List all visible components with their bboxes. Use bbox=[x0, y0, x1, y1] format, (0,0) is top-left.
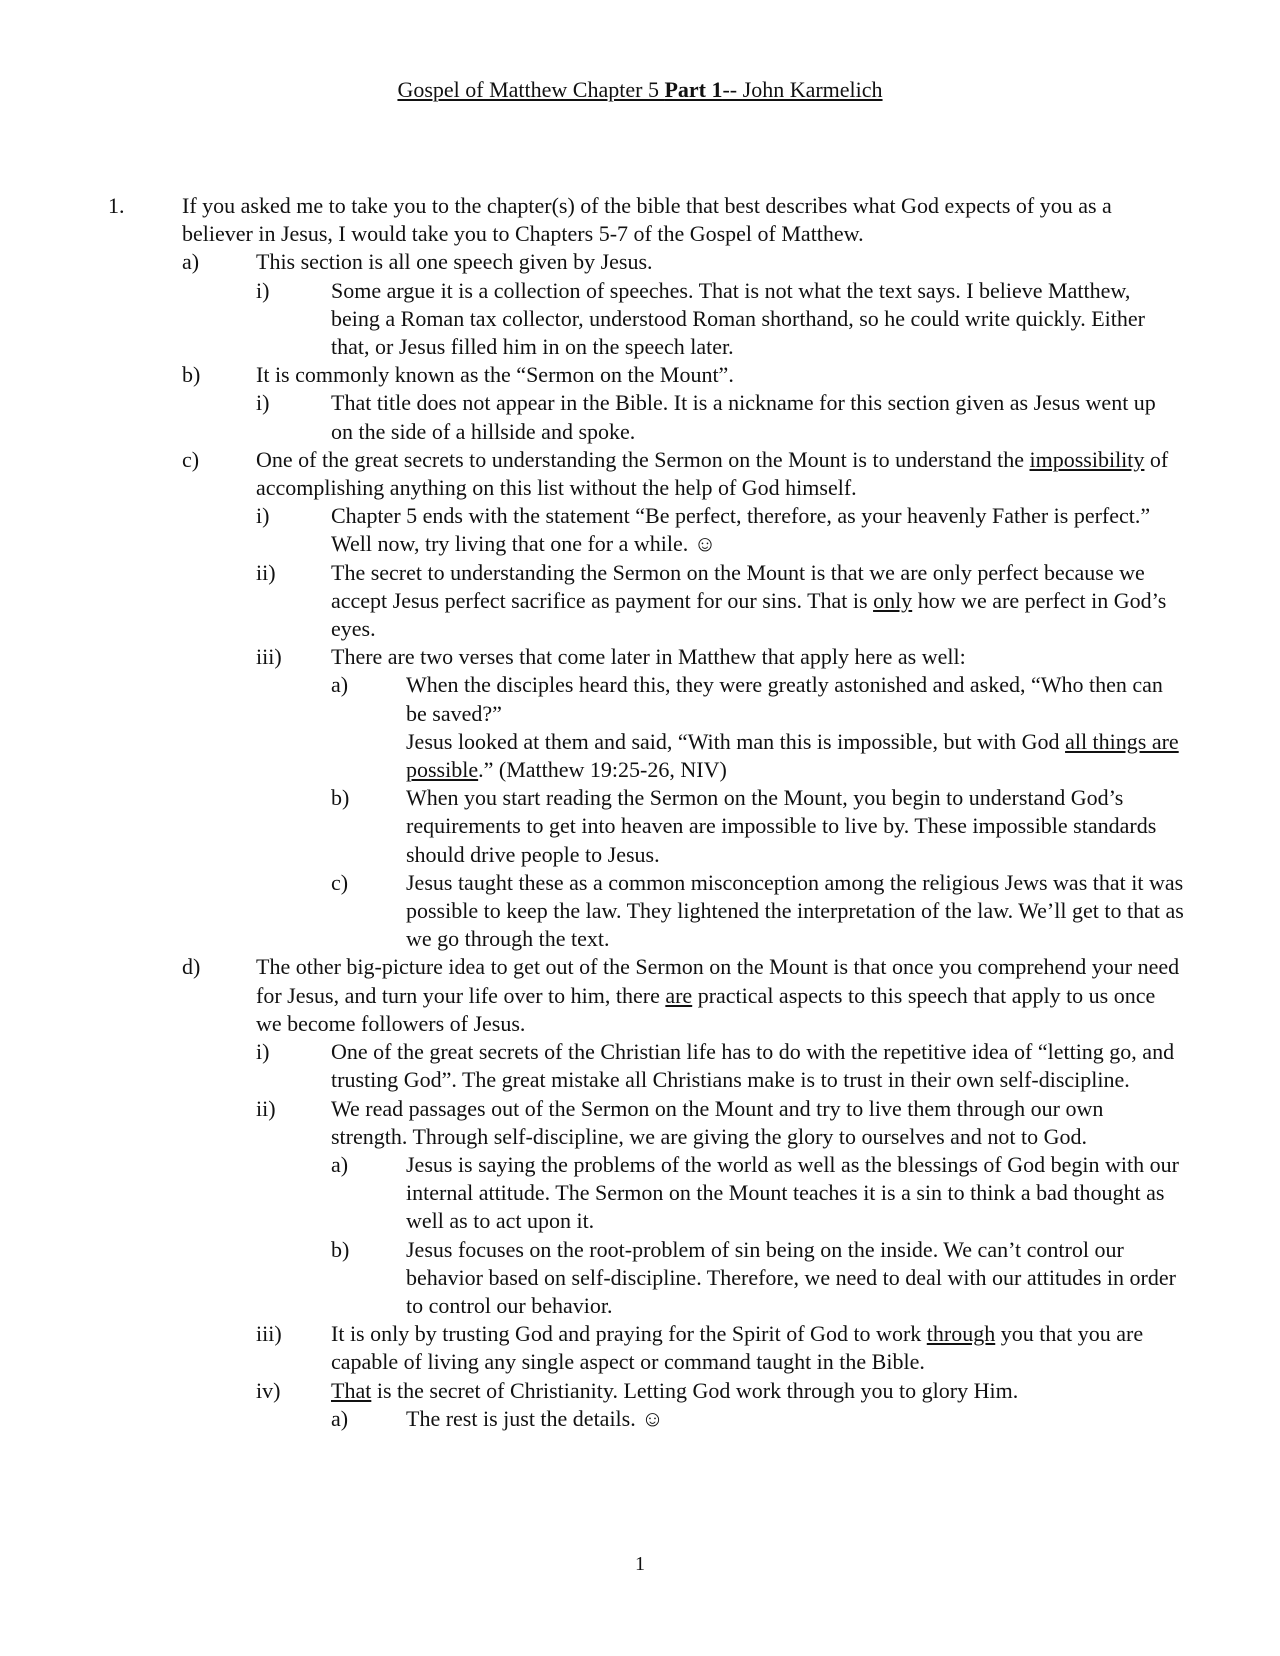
outline-item-1b bbox=[0, 361, 1280, 389]
underlined-text: all things are possible bbox=[406, 728, 1179, 783]
item-label: 1. bbox=[108, 193, 125, 218]
outline-item-1d-iv-a bbox=[0, 1405, 1280, 1433]
item-label: i) bbox=[256, 503, 270, 529]
outline-item-1c-i bbox=[0, 502, 1280, 558]
outline-item-1 bbox=[0, 192, 1280, 248]
outline-item-1c-iii-a bbox=[0, 671, 1280, 784]
item-text: Jesus focuses on the root-problem of sin being on the inside. We can’t control our behavior based on self-discipline. Therefore, we need to deal with our attitudes in order to control our behavior. bbox=[406, 1236, 1176, 1318]
outline-item-1a bbox=[0, 248, 1280, 276]
title-part: Part 1 bbox=[664, 77, 723, 102]
title-main: Gospel of Matthew Chapter 5 bbox=[397, 77, 665, 102]
text-run: practical aspects to this speech that apply to us once we become followers of Jesus. bbox=[256, 982, 1156, 1036]
text-run: is the secret of Christianity. Letting God work through you to glory Him. bbox=[371, 1377, 1019, 1403]
underlined-text: are bbox=[665, 982, 693, 1008]
outline-item-1c bbox=[0, 446, 1280, 502]
page-title bbox=[0, 76, 1280, 104]
item-label: iii) bbox=[256, 1321, 282, 1347]
outline-item-1d-iv bbox=[0, 1377, 1280, 1405]
item-text: Some argue it is a collection of speeches. That is not what the text says. I believe Matthew, being a Roman tax collector, understood Roman shorthand, so he could write quickly. Either that, or Jesus filled him in on the speech later. bbox=[331, 277, 1145, 360]
underlined-text: only bbox=[873, 587, 913, 613]
item-label: iii) bbox=[256, 644, 282, 670]
item-text: We read passages out of the Sermon on the Mount and try to live them through our own strength. Through self-discipline, we are giving the glory to ourselves and not to God. bbox=[331, 1095, 1104, 1149]
title-author: -- John Karmelich bbox=[722, 77, 883, 102]
outline-item-1c-iii-b bbox=[0, 784, 1280, 869]
item-text: Jesus is saying the problems of the world as well as the blessings of God begin with our internal attitude. The Sermon on the Mount teaches it is a sin to think a bad thought as well as to act upon it. bbox=[406, 1151, 1179, 1234]
item-text: It is commonly known as the “Sermon on the Mount”. bbox=[256, 362, 734, 388]
text-run: The other big-picture idea to get out of the Sermon on the Mount is that once you comprehend your need for Jesus, and turn your life over to him, there bbox=[256, 954, 1180, 1008]
item-text: When you start reading the Sermon on the Mount, you begin to understand God’s requirements to get into heaven are impossible to live by. These impossible standards should drive people to Jesus. bbox=[406, 785, 1157, 867]
item-label: a) bbox=[182, 249, 200, 275]
text-run: how we are perfect in God’s eyes. bbox=[331, 587, 1167, 642]
underlined-text: through bbox=[926, 1321, 996, 1347]
item-label: a) bbox=[331, 672, 349, 698]
item-text: This section is all one speech given by Jesus. bbox=[256, 249, 653, 275]
text-run: When the disciples heard this, they were greatly astonished and asked, “Who then can be saved?” bbox=[406, 672, 1163, 726]
page-number: 1 bbox=[635, 1553, 645, 1575]
text-run: Jesus looked at them and said, “With man this is impossible, but with God bbox=[406, 728, 1066, 754]
outline-item-1d-iii bbox=[0, 1320, 1280, 1376]
outline-item-1d-ii-a bbox=[0, 1151, 1280, 1236]
item-label: i) bbox=[256, 277, 270, 303]
text-run: It is only by trusting God and praying for the Spirit of God to work bbox=[331, 1321, 927, 1347]
outline-item-1c-iii bbox=[0, 643, 1280, 671]
underlined-text: That bbox=[331, 1377, 372, 1403]
text-run: you that you are capable of living any single aspect or command taught in the Bible. bbox=[331, 1321, 1144, 1375]
item-text: The rest is just the details. ☺ bbox=[406, 1405, 664, 1431]
outline-item-1d-i bbox=[0, 1038, 1280, 1094]
item-label: a) bbox=[331, 1151, 349, 1177]
text-run: The secret to understanding the Sermon on the Mount is that we are only perfect because we accept Jesus perfect sacrifice as payment for our sins. That is bbox=[331, 559, 1145, 613]
text-run: .” (Matthew 19:25-26, NIV) bbox=[478, 757, 727, 783]
item-text bbox=[331, 559, 1180, 644]
item-label: c) bbox=[182, 446, 200, 472]
item-label: c) bbox=[331, 869, 349, 895]
outline-item-1d-ii-b bbox=[0, 1236, 1280, 1321]
outline-item-1c-iii-c bbox=[0, 869, 1280, 954]
item-text: There are two verses that come later in Matthew that apply here as well: bbox=[331, 644, 966, 670]
outline-body bbox=[0, 192, 1280, 1433]
underlined-text: impossibility bbox=[1029, 446, 1145, 472]
item-text: That title does not appear in the Bible. It is a nickname for this section given as Jesus went up on the side of a hillside and spoke. bbox=[331, 390, 1156, 444]
item-label: iv) bbox=[256, 1377, 281, 1403]
text-run: of accomplishing anything on this list without the help of God himself. bbox=[256, 446, 1169, 501]
item-text bbox=[331, 1377, 1180, 1405]
item-label: a) bbox=[331, 1405, 349, 1431]
item-label: b) bbox=[331, 1236, 350, 1262]
outline-item-1d-ii bbox=[0, 1095, 1280, 1151]
item-text: Jesus taught these as a common misconception among the religious Jews was that it was possible to keep the law. They lightened the interpretation of the law. We’ll get to that as we go through the text. bbox=[406, 869, 1184, 952]
item-label: ii) bbox=[256, 559, 276, 585]
item-label: d) bbox=[182, 954, 201, 980]
item-text bbox=[256, 953, 1180, 1038]
outline-item-1a-i bbox=[0, 277, 1280, 362]
item-text: One of the great secrets of the Christian life has to do with the repetitive idea of “letting go, and trusting God”. The great mistake all Christians make is to trust in their own self-discipline. bbox=[331, 1039, 1175, 1093]
item-text bbox=[256, 446, 1180, 502]
item-text: Chapter 5 ends with the statement “Be perfect, therefore, as your heavenly Father is perfect.” Well now, try living that one for a while. ☺ bbox=[331, 503, 1151, 557]
text-run: One of the great secrets to understanding the Sermon on the Mount is to understand the bbox=[256, 446, 1030, 472]
item-text bbox=[406, 671, 1185, 784]
item-label: b) bbox=[182, 362, 201, 388]
item-label: ii) bbox=[256, 1095, 276, 1121]
item-label: i) bbox=[256, 1039, 270, 1065]
outline-item-1b-i bbox=[0, 389, 1280, 445]
outline-item-1c-ii bbox=[0, 559, 1280, 644]
item-label: b) bbox=[331, 785, 350, 811]
item-text: If you asked me to take you to the chapter(s) of the bible that best describes what God expects of you as a believer in Jesus, I would take you to Chapters 5-7 of the Gospel of Matthew. bbox=[182, 193, 1112, 247]
outline-item-1d bbox=[0, 953, 1280, 1038]
item-label: i) bbox=[256, 390, 270, 416]
item-text bbox=[331, 1320, 1180, 1376]
